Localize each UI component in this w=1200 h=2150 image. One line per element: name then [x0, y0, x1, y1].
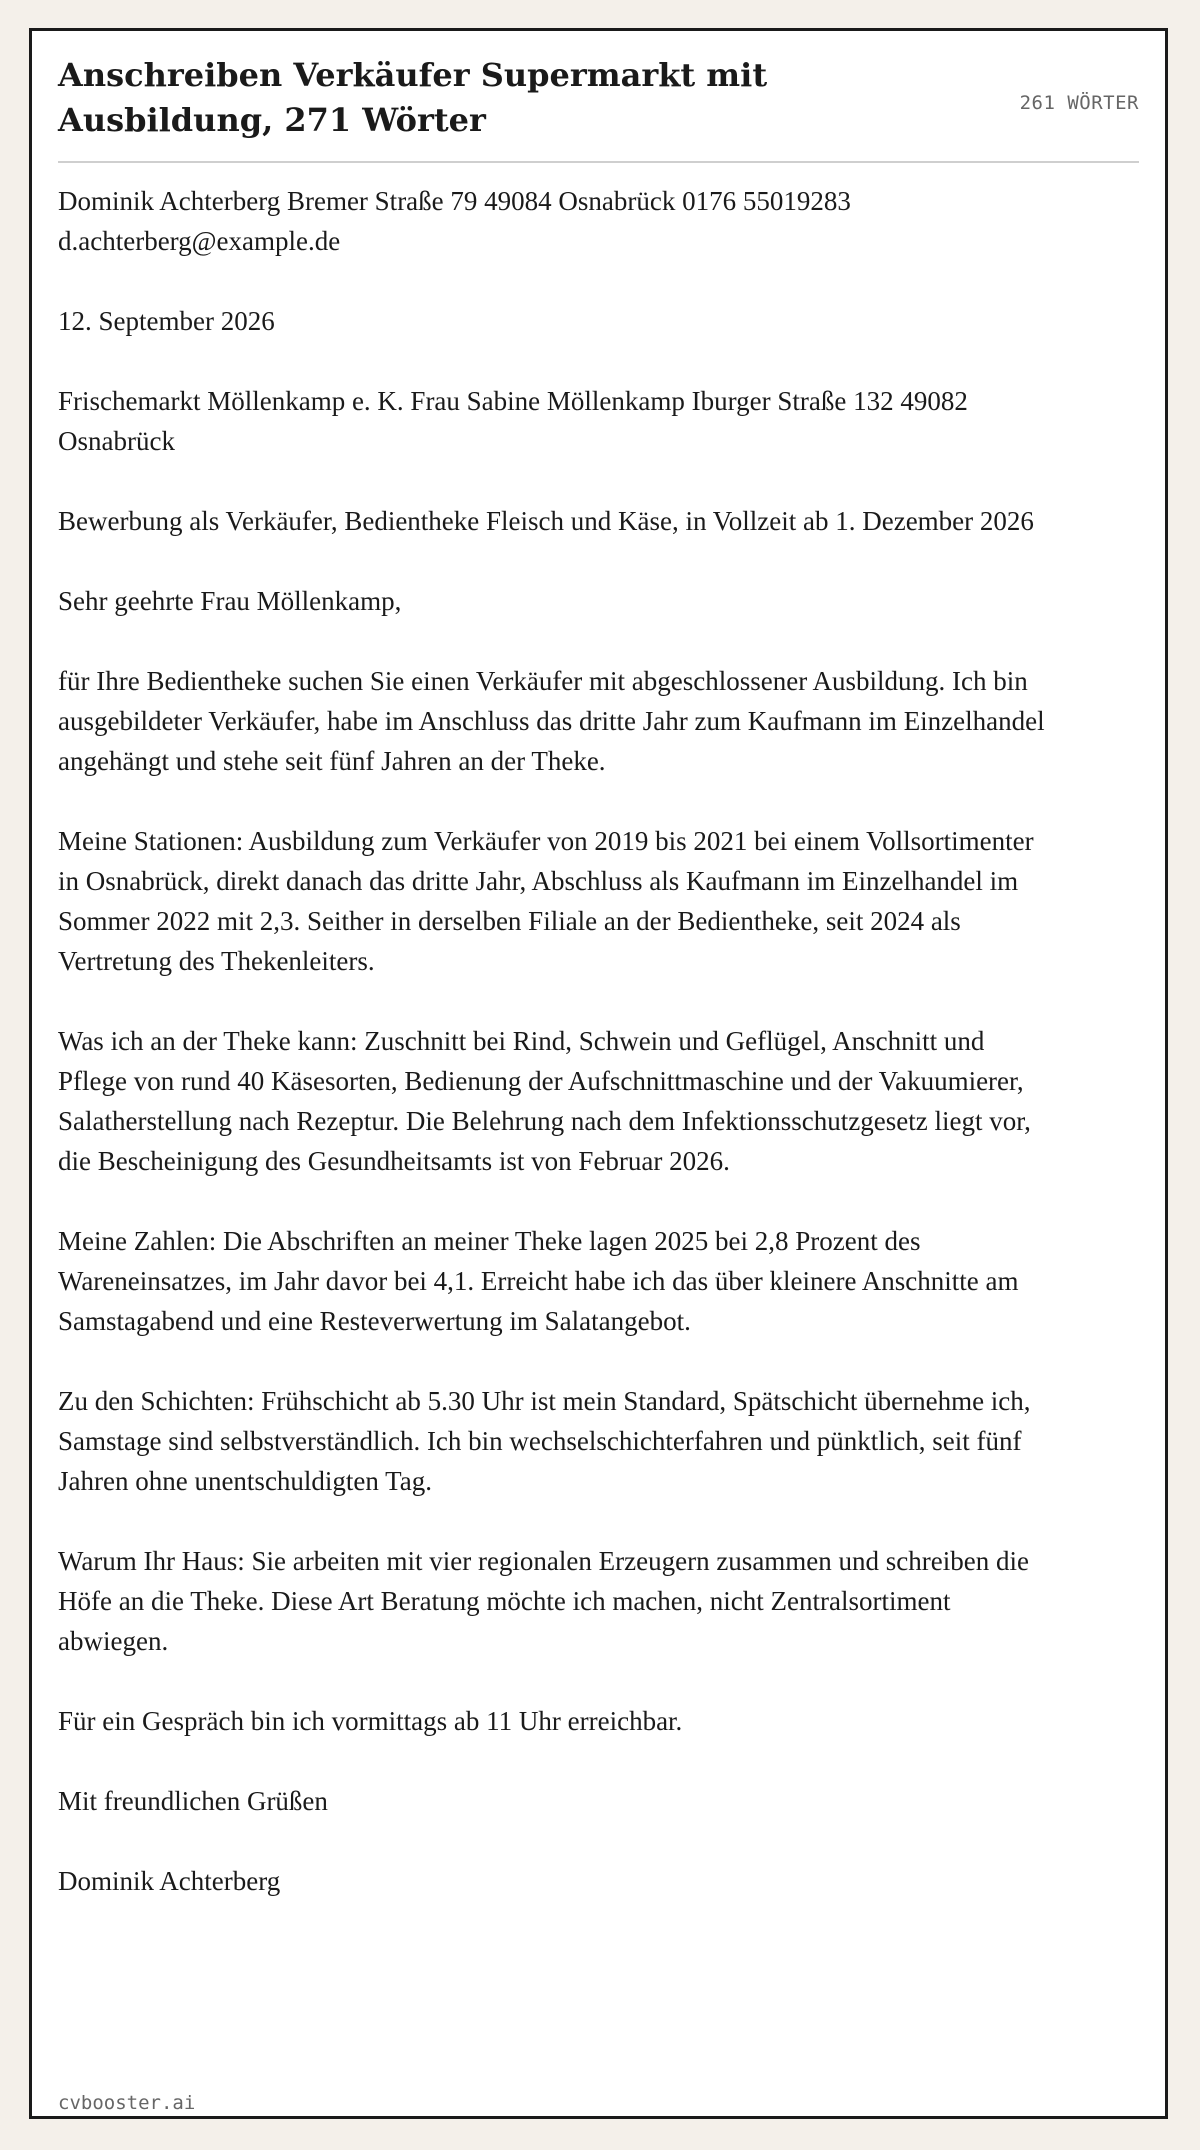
footer-brand: cvbooster.ai [58, 2092, 196, 2114]
letter-date: 12. September 2026 [58, 306, 275, 336]
letter-card [29, 28, 1168, 2119]
word-count-label: 261 WÖRTER [1019, 92, 1139, 114]
salutation: Sehr geehrte Frau Möllenkamp, [58, 586, 402, 616]
recipient-block: Frischemarkt Möllenkamp e. K. Frau Sabine Möllenkamp Iburger Straße 132 49082 Osnabrück [58, 386, 968, 456]
body-paragraph: Meine Stationen: Ausbildung zum Verkäufer von 2019 bis 2021 bei einem Vollsortimenter in Osnabrück, direkt danach das dritte Jahr, Abschluss als Kaufmann im Einzelhandel im Sommer 2022 mit 2,3. Seither in derselben Filiale an der Bedientheke, seit 2024 als Vertretung des Thekenleiters. [58, 826, 1034, 976]
body-paragraph: Meine Zahlen: Die Abschriften an meiner Theke lagen 2025 bei 2,8 Prozent des Wareneinsatzes, im Jahr davor bei 4,1. Erreicht habe ich das über kleinere Anschnitte am Samstagabend und eine Resteverwertung im Salatangebot. [58, 1226, 1019, 1336]
body-paragraph: Zu den Schichten: Frühschicht ab 5.30 Uhr ist mein Standard, Spätschicht übernehme ich, Samstage sind selbstverständlich. Ich bin wechselschichterfahren und pünktlich, seit fünf Jahren ohne unentschuldigten Tag. [58, 1386, 1031, 1496]
signature: Dominik Achterberg [58, 1866, 281, 1896]
closing-line: Mit freundlichen Grüßen [58, 1786, 328, 1816]
divider [58, 161, 1139, 163]
page-title: Anschreiben Verkäufer Supermarkt mit Ausbildung, 271 Wörter [58, 56, 768, 139]
letter-body [58, 181, 1058, 1941]
letter-header [58, 53, 1139, 143]
body-paragraph: Was ich an der Theke kann: Zuschnitt bei Rind, Schwein und Geflügel, Anschnitt und Pflege von rund 40 Käsesorten, Bedienung der Aufschnittmaschine und der Vakuumierer, Salatherstellung nach Rezeptur. Die Belehrung nach dem Infektionsschutzgesetz liegt vor, die Bescheinigung des Gesundheitsamts ist von Februar 2026. [58, 1026, 1031, 1176]
sender-block: Dominik Achterberg Bremer Straße 79 49084 Osnabrück 0176 55019283 d.achterberg@example.de [58, 186, 851, 256]
body-paragraph: Warum Ihr Haus: Sie arbeiten mit vier regionalen Erzeugern zusammen und schreiben die Höfe an die Theke. Diese Art Beratung möchte ich machen, nicht Zentralsortiment abwiegen. [58, 1546, 1029, 1656]
subject-line: Bewerbung als Verkäufer, Bedientheke Fleisch und Käse, in Vollzeit ab 1. Dezember 2026 [58, 506, 1034, 536]
body-paragraph: Für ein Gespräch bin ich vormittags ab 11 Uhr erreichbar. [58, 1706, 683, 1736]
body-paragraph: für Ihre Bedientheke suchen Sie einen Verkäufer mit abgeschlossener Ausbildung. Ich bin ausgebildeter Verkäufer, habe im Anschluss das dritte Jahr zum Kaufmann im Einzelhandel angehängt und stehe seit fünf Jahren an der Theke. [58, 666, 1045, 776]
